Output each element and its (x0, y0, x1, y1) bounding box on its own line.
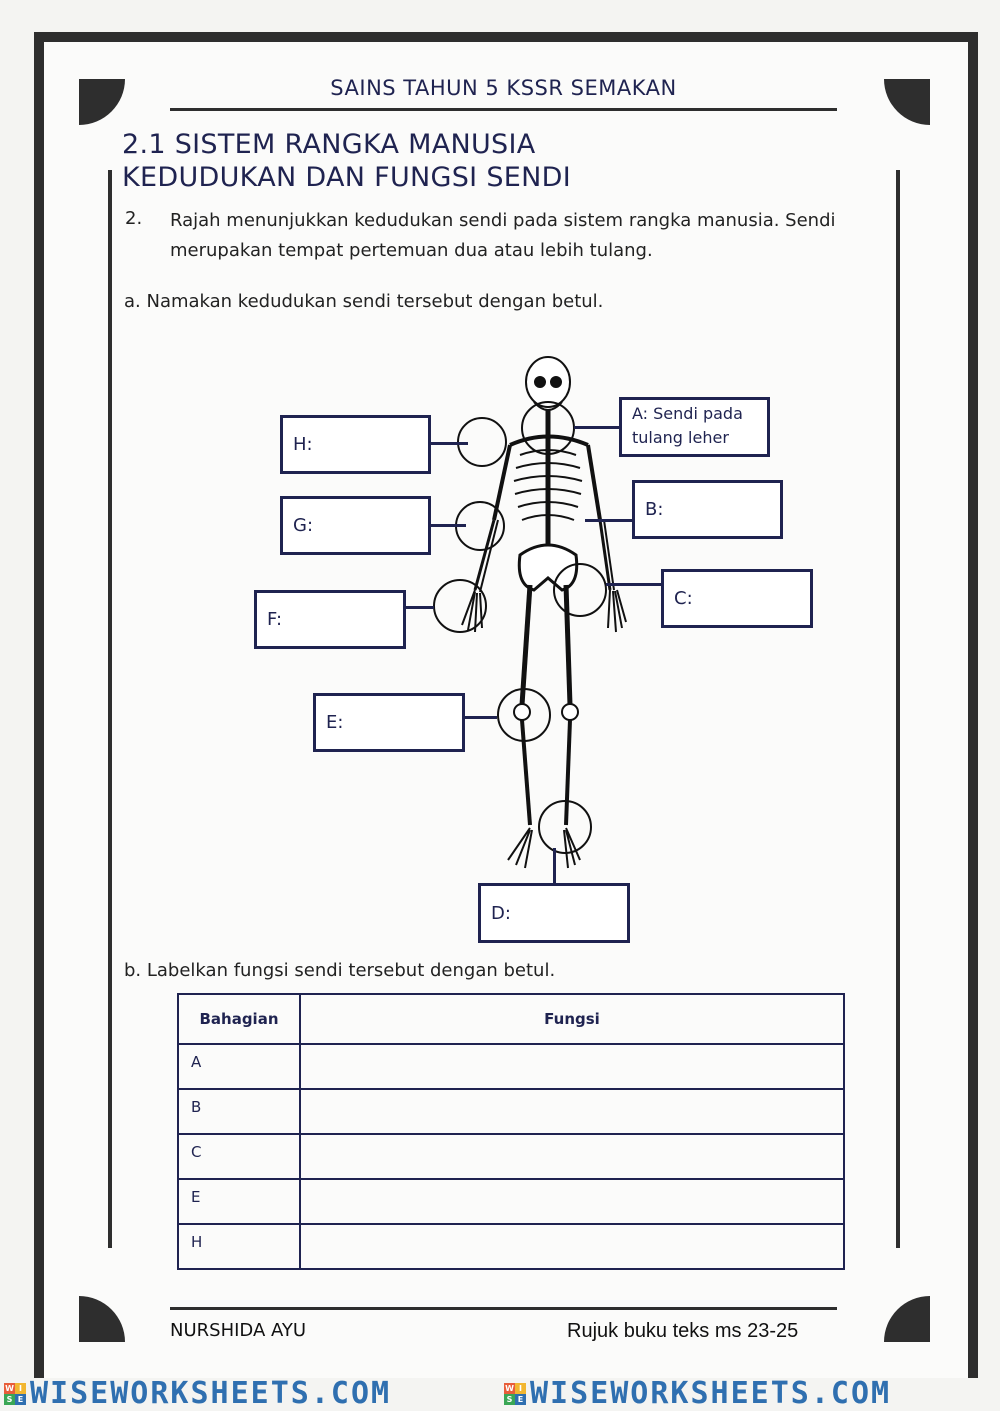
table-row (178, 1224, 844, 1269)
row-part: H (178, 1224, 300, 1269)
function-table (177, 993, 845, 1270)
row-part: E (178, 1179, 300, 1224)
label-b-text: B: (645, 499, 664, 520)
leader-b (585, 519, 632, 522)
label-g-text: G: (293, 515, 314, 536)
label-box-f[interactable] (254, 590, 406, 649)
leader-d (553, 848, 556, 884)
label-e-text: E: (326, 712, 344, 733)
part-b-instruction: b. Labelkan fungsi sendi tersebut dengan betul. (124, 960, 556, 981)
leader-a (574, 426, 620, 429)
label-box-h[interactable] (280, 415, 431, 474)
table-row (178, 1134, 844, 1179)
leader-f (404, 606, 434, 609)
label-a-text: A: Sendi pada tulang leher (632, 404, 743, 447)
row-part: B (178, 1089, 300, 1134)
label-box-e[interactable] (313, 693, 465, 752)
leader-e (463, 716, 497, 719)
label-c-text: C: (674, 588, 693, 609)
left-rule (108, 170, 112, 1248)
label-box-a (619, 397, 770, 457)
table-row (178, 1179, 844, 1224)
title-line-1: 2.1 SISTEM RANGKA MANUSIA (122, 129, 536, 160)
label-box-d[interactable] (478, 883, 630, 943)
label-f-text: F: (267, 609, 283, 630)
leader-g (430, 524, 466, 527)
label-box-g[interactable] (280, 496, 431, 555)
question-text: Rajah menunjukkan kedudukan sendi pada sistem rangka manusia. Sendi merupakan tempat pertemuan dua atau lebih tulang. (170, 210, 836, 261)
watermark-text: WISEWORKSHEETS.COM (30, 1376, 392, 1411)
header-fungsi: Fungsi (300, 994, 844, 1044)
page-title (122, 128, 571, 194)
header-bahagian: Bahagian (178, 994, 300, 1044)
textbook-reference: Rujuk buku teks ms 23-25 (567, 1320, 799, 1342)
label-h-text: H: (293, 434, 313, 455)
footer-rule (170, 1307, 837, 1310)
author-name: NURSHIDA AYU (170, 1320, 307, 1341)
right-rule (896, 170, 900, 1248)
row-function-cell[interactable] (300, 1224, 844, 1269)
title-line-2: KEDUDUKAN DAN FUNGSI SENDI (122, 162, 571, 193)
part-a-instruction: a. Namakan kedudukan sendi tersebut dengan betul. (124, 291, 604, 312)
row-function-cell[interactable] (300, 1134, 844, 1179)
row-function-cell[interactable] (300, 1179, 844, 1224)
table-row (178, 1044, 844, 1089)
watermark-logo-icon: W I S E (504, 1383, 526, 1405)
table-row (178, 1089, 844, 1134)
row-function-cell[interactable] (300, 1044, 844, 1089)
label-d-text: D: (491, 902, 511, 924)
label-box-c[interactable] (661, 569, 813, 628)
table-header-row (178, 994, 844, 1044)
row-function-cell[interactable] (300, 1089, 844, 1134)
leader-c (606, 583, 662, 586)
header-title: SAINS TAHUN 5 KSSR SEMAKAN (330, 76, 677, 100)
watermark-logo-icon: W I S E (4, 1383, 26, 1405)
row-part: C (178, 1134, 300, 1179)
header-rule (170, 108, 837, 111)
row-part: A (178, 1044, 300, 1089)
leader-h (430, 442, 468, 445)
watermark-text: WISEWORKSHEETS.COM (530, 1376, 892, 1411)
label-box-b[interactable] (632, 480, 783, 539)
question-number: 2. (125, 208, 143, 229)
